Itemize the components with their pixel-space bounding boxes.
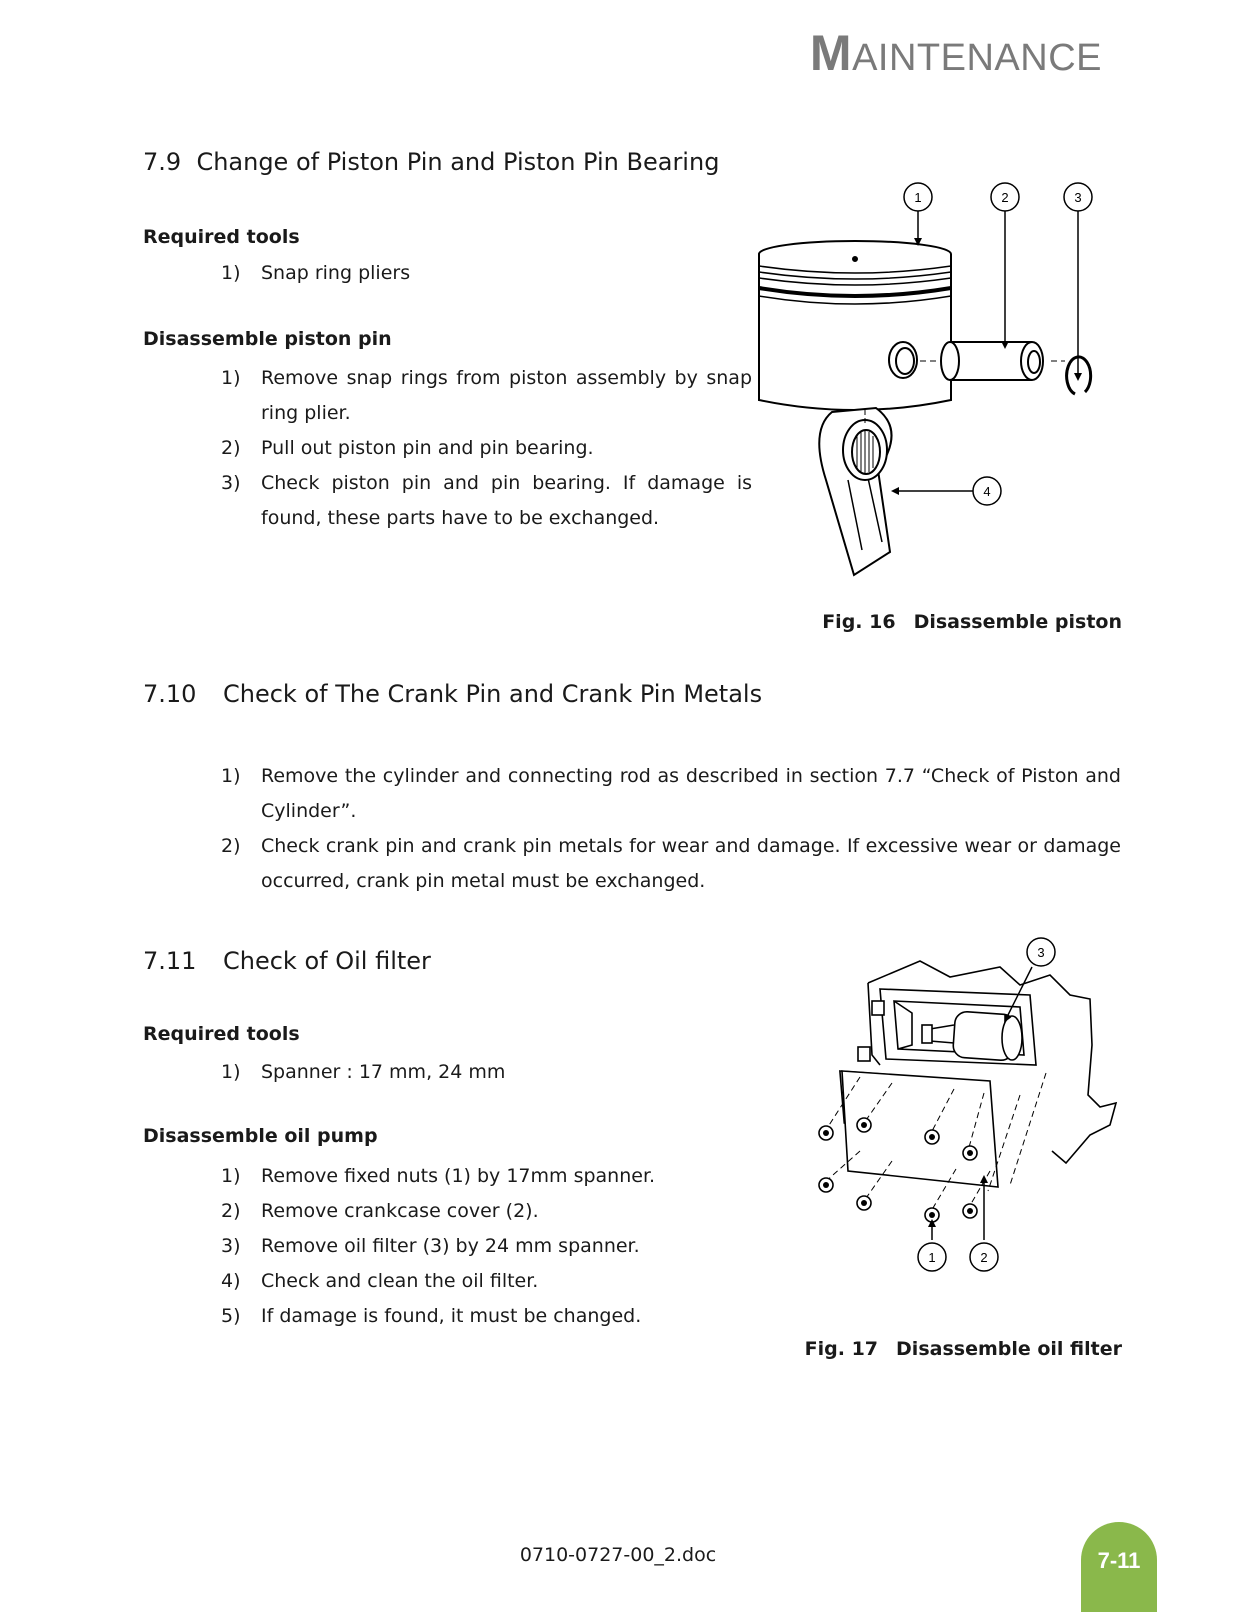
page-number: 7-11	[1097, 1548, 1141, 1573]
list-item	[221, 759, 1121, 829]
list-item	[221, 1229, 781, 1264]
section-number: 7.11	[143, 947, 197, 975]
list-item	[221, 1159, 781, 1194]
list-item	[221, 1055, 741, 1090]
item-number: 4)	[221, 1270, 241, 1292]
list-item	[221, 466, 752, 536]
section-7-11-heading	[143, 947, 431, 975]
item-text: If damage is found, it must be changed.	[261, 1305, 642, 1327]
item-number: 2)	[221, 835, 241, 857]
list-item	[221, 1194, 781, 1229]
piston-diagram	[760, 180, 1130, 595]
item-text: Remove oil filter (3) by 24 mm spanner.	[261, 1235, 640, 1257]
figure-label: Fig. 17	[804, 1338, 879, 1360]
piston-pin-steps	[221, 361, 752, 536]
item-text: Remove crankcase cover (2).	[261, 1200, 539, 1222]
header-title-rest: AINTENANCE	[852, 37, 1102, 79]
item-number: 5)	[221, 1305, 241, 1327]
oil-filter-steps	[221, 1159, 781, 1334]
figure-17-caption	[805, 1338, 1122, 1360]
list-item	[221, 361, 752, 431]
tools-list	[221, 1055, 741, 1090]
item-text: Remove fixed nuts (1) by 17mm spanner.	[261, 1165, 656, 1187]
item-text: Spanner : 17 mm, 24 mm	[261, 1061, 506, 1083]
callout-2: 2	[980, 1250, 988, 1265]
required-tools-heading: Required tools	[143, 1023, 300, 1045]
header-title-capital: M	[809, 25, 853, 81]
list-item	[221, 1264, 781, 1299]
section-title: Check of Oil filter	[223, 947, 431, 975]
item-number: 3)	[221, 1235, 241, 1257]
callout-3: 3	[1037, 945, 1045, 960]
page-header-title	[810, 24, 1102, 82]
callout-3: 3	[1074, 190, 1082, 205]
callout-1: 1	[928, 1250, 936, 1265]
item-number: 1)	[221, 1061, 241, 1083]
item-text: Check piston pin and pin bearing. If damage is found, these parts have to be exchanged.	[261, 472, 752, 529]
section-number: 7.9	[143, 148, 182, 176]
item-number: 2)	[221, 437, 241, 459]
crank-pin-steps	[221, 759, 1121, 899]
callout-2: 2	[1001, 190, 1009, 205]
section-7-10-heading	[143, 680, 762, 708]
list-item	[221, 829, 1121, 899]
disassemble-oil-pump-heading: Disassemble oil pump	[143, 1125, 378, 1147]
required-tools-heading: Required tools	[143, 226, 300, 248]
section-7-9-heading	[143, 148, 719, 176]
item-number: 1)	[221, 262, 241, 284]
disassemble-piston-pin-heading: Disassemble piston pin	[143, 328, 392, 350]
item-number: 3)	[221, 472, 241, 494]
list-item	[221, 1299, 781, 1334]
section-number: 7.10	[143, 680, 197, 708]
list-item	[221, 431, 752, 466]
figure-caption-text: Disassemble piston	[913, 611, 1122, 633]
item-number: 1)	[221, 765, 241, 787]
callout-4: 4	[983, 484, 991, 499]
item-number: 1)	[221, 367, 241, 389]
figure-16-caption	[822, 611, 1122, 633]
page-number-badge	[1081, 1522, 1157, 1612]
figure-caption-text: Disassemble oil filter	[896, 1338, 1122, 1360]
section-title: Change of Piston Pin and Piston Pin Bearing	[196, 148, 720, 176]
section-title: Check of The Crank Pin and Crank Pin Metals	[223, 680, 763, 708]
item-text: Pull out piston pin and pin bearing.	[261, 437, 594, 459]
list-item	[221, 256, 741, 291]
item-text: Remove snap rings from piston assembly by snap ring plier.	[261, 367, 752, 424]
item-text: Remove the cylinder and connecting rod as described in section 7.7 “Check of Piston and Cylinder”.	[261, 765, 1121, 822]
tools-list	[221, 256, 741, 291]
item-text: Check and clean the oil filter.	[261, 1270, 539, 1292]
footer-document-name: 0710-0727-00_2.doc	[519, 1544, 717, 1566]
item-number: 2)	[221, 1200, 241, 1222]
item-text: Snap ring pliers	[261, 262, 411, 284]
oil-filter-diagram	[820, 945, 1140, 1300]
figure-label: Fig. 16	[822, 611, 896, 633]
item-text: Check crank pin and crank pin metals for wear and damage. If excessive wear or damage occurred, crank pin metal must be exchanged.	[261, 835, 1121, 892]
callout-1: 1	[914, 190, 922, 205]
item-number: 1)	[221, 1165, 241, 1187]
